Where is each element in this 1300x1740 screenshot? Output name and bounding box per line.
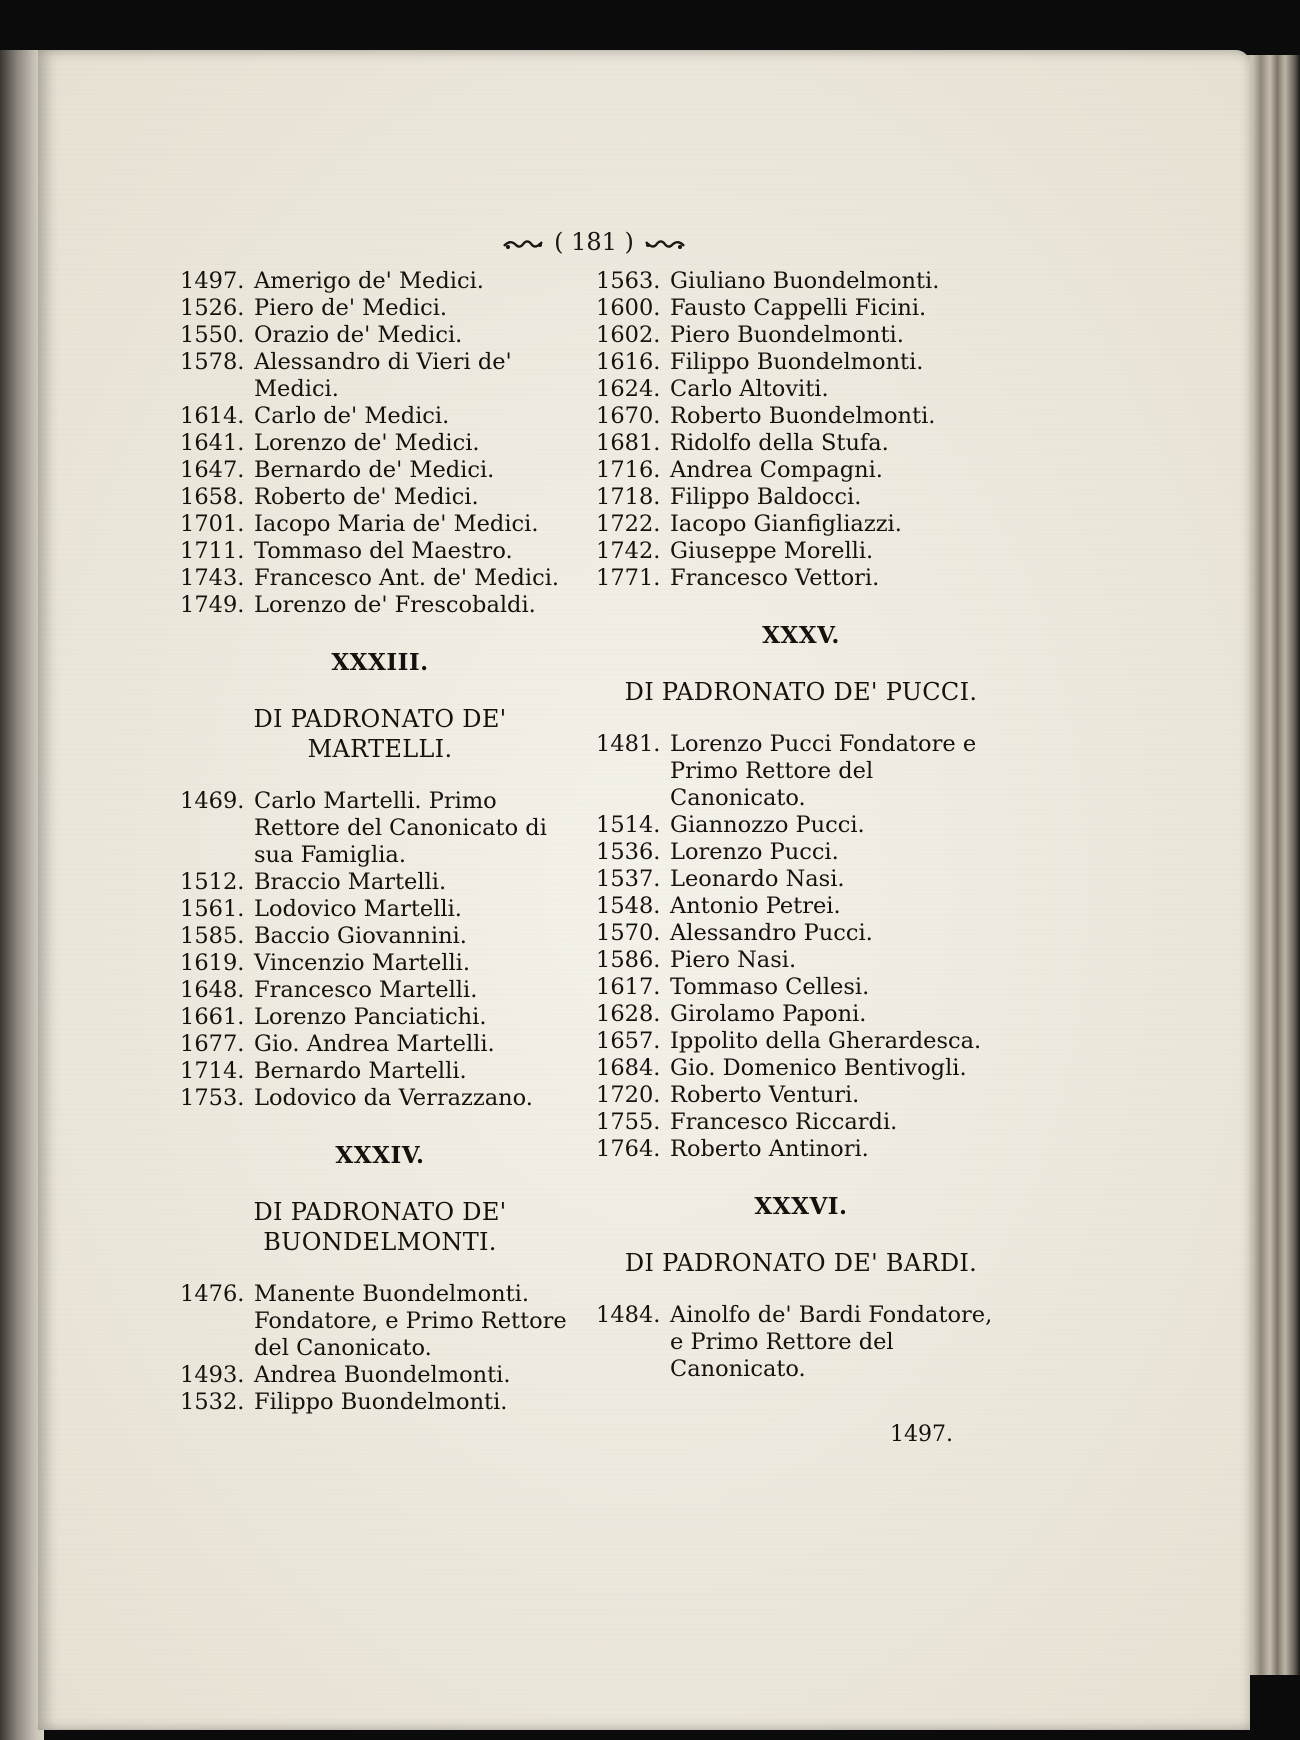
entry-year: 1563.	[596, 268, 661, 294]
entry-year: 1585.	[180, 923, 245, 949]
entry-name: Roberto Antinori.	[670, 1136, 869, 1162]
entry-name: Roberto Buondelmonti.	[670, 403, 936, 429]
entry-year: 1755.	[596, 1109, 661, 1135]
entry-name: Filippo Baldocci.	[670, 484, 862, 510]
entry-year: 1647.	[180, 457, 245, 483]
entry-name: Leonardo Nasi.	[670, 866, 845, 892]
entry-name: Lodovico da Verrazzano.	[254, 1085, 533, 1111]
entry-year: 1570.	[596, 920, 661, 946]
list-item	[180, 295, 580, 322]
list-item	[596, 1001, 1006, 1028]
section-number-xxxvi: XXXVI.	[754, 1193, 848, 1220]
entry-year: 1578.	[180, 349, 245, 375]
list-item	[180, 788, 580, 869]
entry-name: Manente Buondelmonti. Fondatore, e Primo Rettore del Canonicato.	[254, 1281, 567, 1361]
list-item	[596, 866, 1006, 893]
entry-name: Giuseppe Morelli.	[670, 538, 874, 564]
entry-name: Bernardo de' Medici.	[254, 457, 495, 483]
list-item	[596, 457, 1006, 484]
entry-year: 1548.	[596, 893, 661, 919]
entry-name: Iacopo Gianfigliazzi.	[670, 511, 902, 537]
entry-year: 1561.	[180, 896, 245, 922]
entry-year: 1716.	[596, 457, 661, 483]
entry-name: Andrea Compagni.	[670, 457, 883, 483]
entry-year: 1701.	[180, 511, 245, 537]
page-number: ( 181 )	[554, 228, 634, 256]
buondelmonti-continued-list	[596, 268, 1006, 592]
right-column	[596, 268, 1006, 1383]
entry-name: Iacopo Maria de' Medici.	[254, 511, 539, 537]
entry-year: 1532.	[180, 1389, 245, 1415]
list-item	[596, 376, 1006, 403]
entry-year: 1670.	[596, 403, 661, 429]
entry-year: 1628.	[596, 1001, 661, 1027]
section-title-martelli: DI PADRONATO DE' MARTELLI.	[253, 705, 507, 763]
entry-year: 1742.	[596, 538, 661, 564]
list-item	[596, 1109, 1006, 1136]
list-item	[596, 1136, 1006, 1163]
section-title-bardi: DI PADRONATO DE' BARDI.	[624, 1249, 978, 1277]
entry-name: Giuliano Buondelmonti.	[670, 268, 940, 294]
entry-name: Lodovico Martelli.	[254, 896, 462, 922]
list-item	[596, 268, 1006, 295]
entry-name: Ippolito della Gherardesca.	[670, 1028, 982, 1054]
entry-year: 1614.	[180, 403, 245, 429]
entry-year: 1476.	[180, 1281, 245, 1307]
entry-name: Tommaso Cellesi.	[670, 974, 870, 1000]
list-item	[596, 839, 1006, 866]
entry-name: Carlo Altoviti.	[670, 376, 829, 402]
entry-name: Antonio Petrei.	[670, 893, 841, 919]
entry-name: Amerigo de' Medici.	[254, 268, 484, 294]
list-item	[180, 950, 580, 977]
list-item	[596, 1082, 1006, 1109]
entry-year: 1684.	[596, 1055, 661, 1081]
medici-list	[180, 268, 580, 619]
entry-name: Braccio Martelli.	[254, 869, 447, 895]
list-item	[596, 511, 1006, 538]
entry-year: 1617.	[596, 974, 661, 1000]
list-item	[180, 1004, 580, 1031]
list-item	[180, 1058, 580, 1085]
list-item	[596, 1028, 1006, 1055]
page-header	[474, 228, 714, 262]
entry-year: 1641.	[180, 430, 245, 456]
entry-name: Piero Nasi.	[670, 947, 797, 973]
entry-name: Filippo Buondelmonti.	[670, 349, 924, 375]
entry-year: 1749.	[180, 592, 245, 618]
entry-year: 1718.	[596, 484, 661, 510]
catchword: 1497.	[890, 1422, 953, 1447]
ornament-left-icon	[502, 237, 546, 251]
entry-name: Francesco Ant. de' Medici.	[254, 565, 560, 591]
entry-year: 1484.	[596, 1302, 661, 1328]
section-number-xxxv: XXXV.	[762, 622, 840, 649]
entry-name: Francesco Vettori.	[670, 565, 880, 591]
list-item	[180, 457, 580, 484]
entry-name: Tommaso del Maestro.	[254, 538, 513, 564]
list-item	[180, 1085, 580, 1112]
entry-name: Orazio de' Medici.	[254, 322, 463, 348]
entry-year: 1512.	[180, 869, 245, 895]
list-item	[180, 349, 580, 403]
list-item	[180, 869, 580, 896]
list-item	[596, 403, 1006, 430]
entry-name: Lorenzo Panciatichi.	[254, 1004, 487, 1030]
entry-year: 1771.	[596, 565, 661, 591]
list-item	[596, 349, 1006, 376]
entry-year: 1764.	[596, 1136, 661, 1162]
ornament-right-icon	[642, 237, 686, 251]
list-item	[180, 322, 580, 349]
entry-year: 1550.	[180, 322, 245, 348]
entry-name: Girolamo Paponi.	[670, 1001, 867, 1027]
entry-year: 1661.	[180, 1004, 245, 1030]
list-item	[180, 511, 580, 538]
entry-name: Andrea Buondelmonti.	[254, 1362, 511, 1388]
list-item	[180, 896, 580, 923]
entry-year: 1720.	[596, 1082, 661, 1108]
entry-year: 1469.	[180, 788, 245, 814]
entry-year: 1624.	[596, 376, 661, 402]
entry-name: Filippo Buondelmonti.	[254, 1389, 508, 1415]
entry-year: 1600.	[596, 295, 661, 321]
entry-name: Ainolfo de' Bardi Fondatore, e Primo Rettore del Canonicato.	[670, 1302, 993, 1382]
list-item	[596, 322, 1006, 349]
section-number-xxxiv: XXXIV.	[335, 1142, 425, 1169]
entry-name: Gio. Domenico Bentivogli.	[670, 1055, 967, 1081]
entry-name: Ridolfo della Stufa.	[670, 430, 889, 456]
entry-name: Baccio Giovannini.	[254, 923, 467, 949]
list-item	[596, 430, 1006, 457]
bardi-list	[596, 1302, 1006, 1383]
list-item	[596, 295, 1006, 322]
list-item	[180, 923, 580, 950]
entry-name: Lorenzo Pucci.	[670, 839, 839, 865]
entry-name: Bernardo Martelli.	[254, 1058, 467, 1084]
section-title-buondelmonti: DI PADRONATO DE' BUONDELMONTI.	[253, 1198, 507, 1256]
list-item	[180, 592, 580, 619]
pucci-list	[596, 731, 1006, 1163]
list-item	[596, 1055, 1006, 1082]
entry-name: Vincenzio Martelli.	[254, 950, 471, 976]
list-item	[180, 1362, 580, 1389]
entry-year: 1619.	[180, 950, 245, 976]
entry-name: Francesco Martelli.	[254, 977, 478, 1003]
entry-year: 1743.	[180, 565, 245, 591]
entry-year: 1657.	[596, 1028, 661, 1054]
entry-name: Giannozzo Pucci.	[670, 812, 865, 838]
entry-year: 1681.	[596, 430, 661, 456]
entry-year: 1497.	[180, 268, 245, 294]
list-item	[180, 403, 580, 430]
entry-year: 1537.	[596, 866, 661, 892]
section-number-xxxiii: XXXIII.	[331, 649, 429, 676]
list-item	[180, 1031, 580, 1058]
entry-name: Gio. Andrea Martelli.	[254, 1031, 495, 1057]
entry-year: 1586.	[596, 947, 661, 973]
list-item	[596, 538, 1006, 565]
entry-name: Carlo de' Medici.	[254, 403, 450, 429]
entry-year: 1514.	[596, 812, 661, 838]
entry-name: Francesco Riccardi.	[670, 1109, 898, 1135]
entry-year: 1493.	[180, 1362, 245, 1388]
list-item	[180, 1281, 580, 1362]
entry-year: 1753.	[180, 1085, 245, 1111]
section-title-pucci: DI PADRONATO DE' PUCCI.	[624, 678, 978, 706]
list-item	[596, 947, 1006, 974]
list-item	[180, 484, 580, 511]
left-column	[180, 268, 580, 1416]
entry-name: Lorenzo Pucci Fondatore e Primo Rettore del Canonicato.	[670, 731, 977, 811]
buondelmonti-list	[180, 1281, 580, 1416]
entry-name: Roberto de' Medici.	[254, 484, 479, 510]
entry-year: 1602.	[596, 322, 661, 348]
entry-name: Roberto Venturi.	[670, 1082, 860, 1108]
list-item	[180, 1389, 580, 1416]
entry-year: 1481.	[596, 731, 661, 757]
list-item	[596, 974, 1006, 1001]
entry-year: 1677.	[180, 1031, 245, 1057]
list-item	[596, 893, 1006, 920]
entry-year: 1526.	[180, 295, 245, 321]
entry-name: Alessandro Pucci.	[670, 920, 873, 946]
entry-year: 1648.	[180, 977, 245, 1003]
list-item	[180, 430, 580, 457]
entry-year: 1536.	[596, 839, 661, 865]
list-item	[180, 977, 580, 1004]
list-item	[596, 920, 1006, 947]
entry-year: 1714.	[180, 1058, 245, 1084]
entry-name: Carlo Martelli. Primo Rettore del Canonicato di sua Famiglia.	[254, 788, 547, 868]
list-item	[180, 268, 580, 295]
entry-name: Lorenzo de' Medici.	[254, 430, 480, 456]
list-item	[596, 484, 1006, 511]
list-item	[596, 565, 1006, 592]
list-item	[180, 565, 580, 592]
entry-name: Piero de' Medici.	[254, 295, 448, 321]
list-item	[596, 731, 1006, 812]
list-item	[596, 812, 1006, 839]
entry-name: Piero Buondelmonti.	[670, 322, 904, 348]
entry-year: 1658.	[180, 484, 245, 510]
entry-name: Lorenzo de' Frescobaldi.	[254, 592, 536, 618]
entry-name: Alessandro di Vieri de' Medici.	[254, 349, 512, 402]
entry-year: 1711.	[180, 538, 245, 564]
entry-name: Fausto Cappelli Ficini.	[670, 295, 927, 321]
entry-year: 1616.	[596, 349, 661, 375]
list-item	[596, 1302, 1006, 1383]
entry-year: 1722.	[596, 511, 661, 537]
martelli-list	[180, 788, 580, 1112]
list-item	[180, 538, 580, 565]
